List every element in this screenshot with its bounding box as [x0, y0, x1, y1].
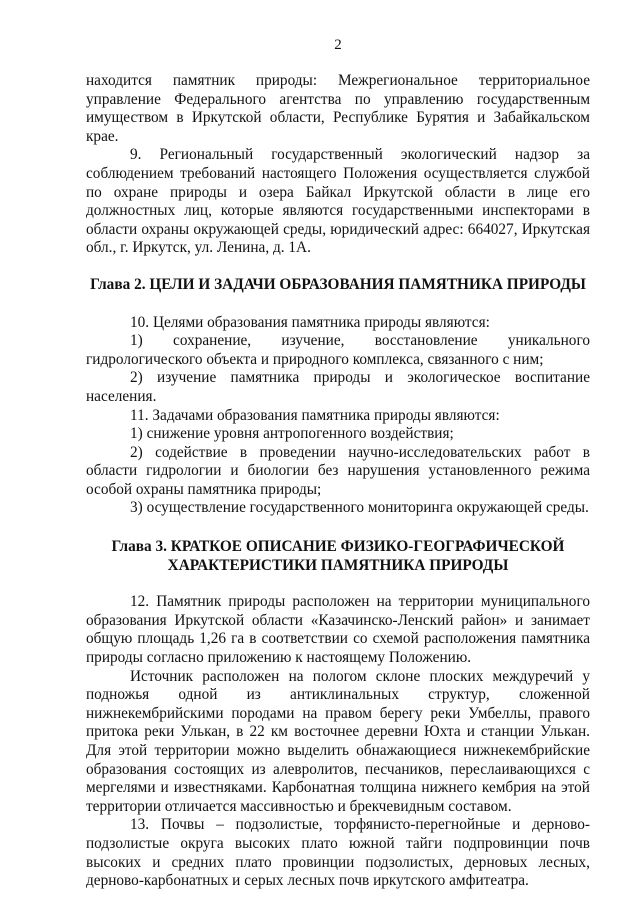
paragraph-task-1: 1) снижение уровня антропогенного воздействия;: [130, 425, 454, 443]
paragraph-goal-2: 2) изучение памятника природы и экологическое воспитание населения.: [86, 369, 590, 405]
paragraph-management-body: находится памятник природы: Межрегиональное территориальное управление Федерального агентства по управлению государственным имуществом в Иркутской области, Республике Бурятия и Забайкальском крае.: [86, 72, 590, 145]
paragraph-item-9: 9. Региональный государственный экологический надзор за соблюдением требований настоящего Положения осуществляется службой по охране природы и озера Байкал Иркутской области в лице его должностных лиц, которые являются государственными инспекторами в области охраны окружающей среды, юридический адрес: 664027, Иркутская обл., г. Иркутск, ул. Ленина, д. 1А.: [86, 146, 590, 257]
spacer: [86, 295, 590, 314]
page-number: 2: [334, 37, 342, 53]
chapter-3-heading-line-2: ХАРАКТЕРИСТИКИ ПАМЯТНИКА ПРИРОДЫ: [167, 556, 509, 574]
spacer: [86, 575, 590, 593]
paragraph-task-2: 2) содействие в проведении научно-исследовательских работ в области гидрологии и биологии без нарушения установленного режима особой охраны памятника природы;: [86, 443, 590, 498]
spacer: [86, 518, 590, 538]
document-body: [86, 72, 590, 891]
spacer: [86, 258, 590, 276]
paragraph-source-description: Источник расположен на пологом склоне плоских междуречий у подножья одной из антиклинальных структур, сложенной нижнекембрийскими породами на правом берегу реки Умбеллы, правого притока реки Улькан, в 22 км восточнее деревни Юхта и станции Улькан. Для этой территории можно выделить обнажающиеся нижнекембрийские образования состоящих из алевролитов, песчаников, переслаивающихся с мергелями и известняками. Карбонатная толщина нижнего кембрия на этой территории отличается массивностью и брекчевидным составом.: [86, 667, 590, 815]
chapter-3-heading-line-1: Глава 3. КРАТКОЕ ОПИСАНИЕ ФИЗИКО-ГЕОГРАФИЧЕСКОЙ: [111, 538, 565, 556]
paragraph-item-12: 12. Памятник природы расположен на территории муниципального образования Иркутской области «Казачинско-Ленский район» и занимает общую площадь 1,26 га в соответствии со схемой расположения памятника природы согласно приложению к настоящему Положению.: [86, 593, 590, 667]
paragraph-item-10: 10. Целями образования памятника природы являются:: [130, 313, 490, 331]
chapter-2-heading: Глава 2. ЦЕЛИ И ЗАДАЧИ ОБРАЗОВАНИЯ ПАМЯТНИКА ПРИРОДЫ: [90, 275, 586, 293]
paragraph-task-3: 3) осуществление государственного мониторинга окружающей среды.: [130, 499, 589, 517]
paragraph-item-13: 13. Почвы – подзолистые, торфянисто-перегнойные и дерново-подзолистые округа высоких плато южной тайги подпровинции почв высоких и средних плато провинции подзолистых, дерновых лесных, дерново-карбонатных и серых лесных почв иркутского амфитеатра.: [86, 816, 590, 890]
paragraph-item-11: 11. Задачами образования памятника природы являются:: [130, 406, 500, 424]
chapter-3-heading: [86, 538, 590, 575]
paragraph-goal-1: 1) сохранение, изучение, восстановление уникального гидрологического объекта и природного комплекса, связанного с ним;: [86, 332, 590, 368]
document-page: [86, 0, 590, 905]
